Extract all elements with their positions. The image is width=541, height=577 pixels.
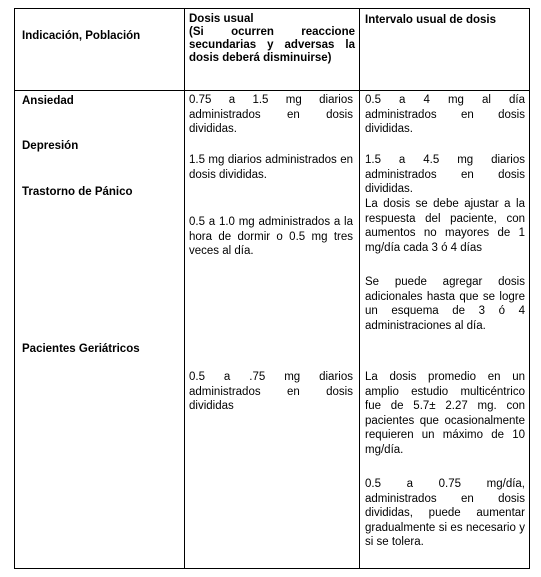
table-right-border: [529, 8, 530, 569]
table-top-border: [14, 8, 530, 9]
header-usual-dose-note: (Si ocurren reaccione secundarias y adversas la dosis deberá disminuirse): [189, 26, 355, 64]
header-usual-dose: [189, 13, 355, 65]
indication-depression: Depresión: [22, 140, 79, 152]
column-divider-2: [359, 8, 360, 569]
usual-dose-depression: 1.5 mg diarios administrados en dosis divididas.: [189, 154, 353, 181]
indication-panic-disorder: Trastorno de Pánico: [22, 186, 133, 198]
dose-range-geriatric-adjustment: 0.5 a 0.75 mg/día, administrados en dosis divididas, puede aumentar gradualmente si es necesario y si se tolera.: [365, 478, 525, 548]
dose-range-geriatric-study: La dosis promedio en un amplio estudio multicéntrico fue de 5.7± 2.27 mg. con pacientes que ocasionalmente requieren un máximo de 10 mg/día.: [365, 371, 525, 456]
table-bottom-border: [14, 568, 530, 569]
usual-dose-anxiety: 0.75 a 1.5 mg diarios administrados en dosis divididas.: [189, 94, 353, 135]
header-usual-dose-title: Dosis usual: [189, 13, 254, 25]
dose-range-panic-additional: Se puede agregar dosis adicionales hasta que se logre un esquema de 3 ó 4 administraciones al día.: [365, 276, 525, 332]
indication-geriatric-patients: Pacientes Geriátricos: [22, 343, 140, 355]
dose-range-anxiety: 0.5 a 4 mg al día administrados en dosis divididas.: [365, 94, 525, 135]
usual-dose-geriatric: 0.5 a .75 mg diarios administrados en dosis divididas: [189, 371, 353, 412]
usual-dose-panic-disorder: 0.5 a 1.0 mg administrados a la hora de dormir o 0.5 mg tres veces al día.: [189, 216, 353, 257]
header-usual-dose-range: Intervalo usual de dosis: [365, 14, 497, 26]
header-bottom-border: [14, 90, 530, 91]
dose-range-panic-adjustment: La dosis se debe ajustar a la respuesta del paciente, con aumentos no mayores de 1 mg/día cada 3 ó 4 días: [365, 198, 525, 254]
table-left-border: [14, 8, 15, 569]
dose-range-depression: 1.5 a 4.5 mg diarios administrados en dosis divididas.: [365, 154, 525, 195]
header-indication-population: Indicación, Población: [22, 30, 141, 42]
column-divider-1: [184, 8, 185, 569]
indication-anxiety: Ansiedad: [22, 95, 74, 107]
